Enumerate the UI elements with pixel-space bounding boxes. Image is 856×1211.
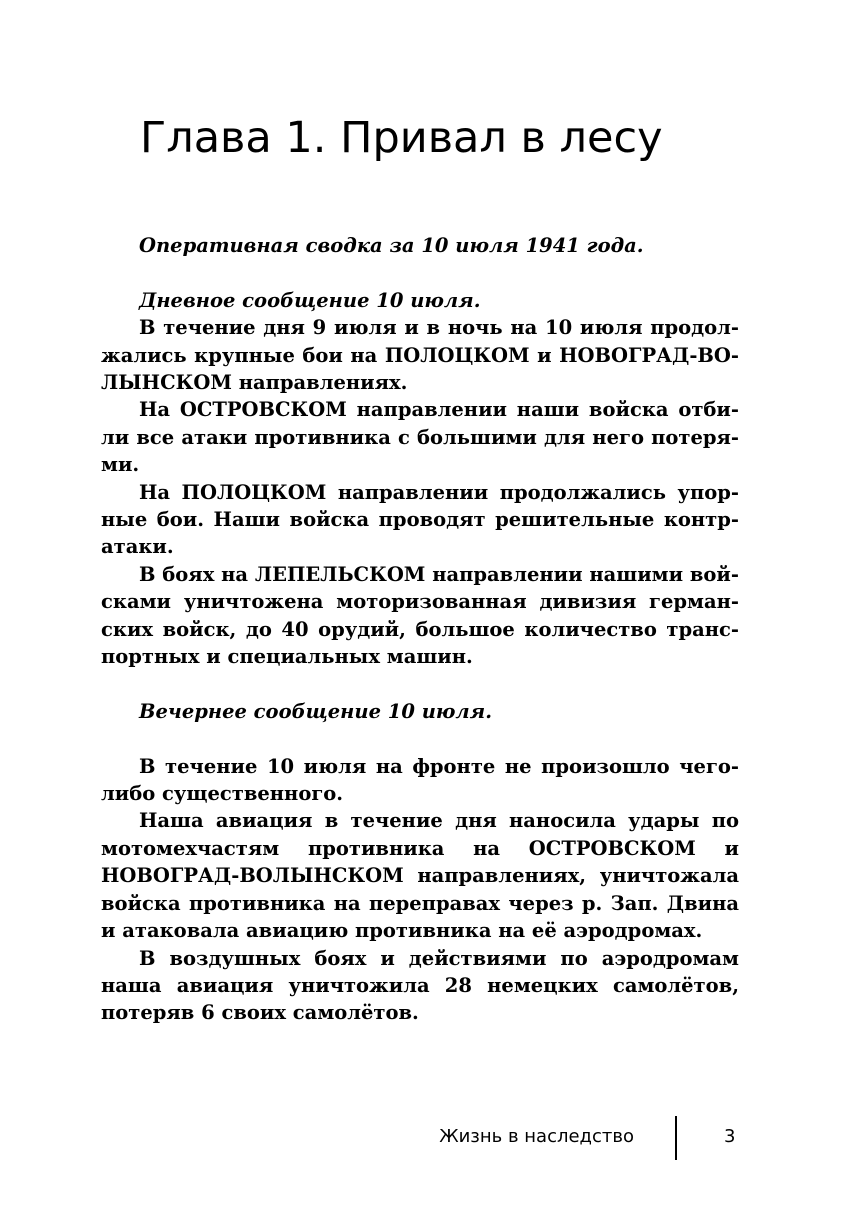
day-paragraph-1: В течение дня 9 июля и в ночь на 10 июля продолжались крупные бои на ПОЛОЦКОМ и НОВОГРАД-ВОЛЫНСКОМ направлениях. bbox=[101, 316, 739, 395]
chapter-body bbox=[101, 232, 739, 1027]
day-paragraph-4: В боях на ЛЕПЕЛЬСКОМ направлении нашими войсками уничтожена моторизованная дивизия германских войск, до 40 орудий, большое количество транспортных и специальных машин. bbox=[101, 562, 739, 669]
page-number: 3 bbox=[724, 1126, 736, 1147]
running-footer-title: Жизнь в наследство bbox=[439, 1126, 634, 1147]
evening-report-heading: Вечернее сообщение 10 июля. bbox=[139, 699, 492, 723]
day-report-heading: Дневное сообщение 10 июля. bbox=[139, 288, 481, 312]
report-heading: Оперативная сводка за 10 июля 1941 года. bbox=[139, 234, 644, 257]
chapter-title: Глава 1. Привал в лесу bbox=[140, 113, 663, 163]
evening-paragraph-1: В течение 10 июля на фронте не произошло чего-либо существенного. bbox=[101, 754, 739, 806]
evening-paragraph-3: В воздушных боях и действиями по аэродромам наша авиация уничтожила 28 немецких самолётов, потеряв 6 своих самолётов. bbox=[101, 946, 739, 1025]
day-paragraph-2: На ОСТРОВСКОМ направлении наши войска отбили все атаки противника с большими для него потерями. bbox=[101, 398, 739, 477]
day-paragraph-3: На ПОЛОЦКОМ направлении продолжались упорные бои. Наши войска проводят решительные контратаки. bbox=[101, 480, 739, 559]
evening-paragraph-2: Наша авиация в течение дня наносила удары по мотомехчастям противника на ОСТРОВСКОМ и НОВОГРАД-ВОЛЫНСКОМ направлениях, уничтожала войска противника на переправах через р. Зап. Двина и атаковала авиацию противника на её аэродромах. bbox=[101, 809, 739, 943]
footer-divider bbox=[675, 1116, 677, 1160]
